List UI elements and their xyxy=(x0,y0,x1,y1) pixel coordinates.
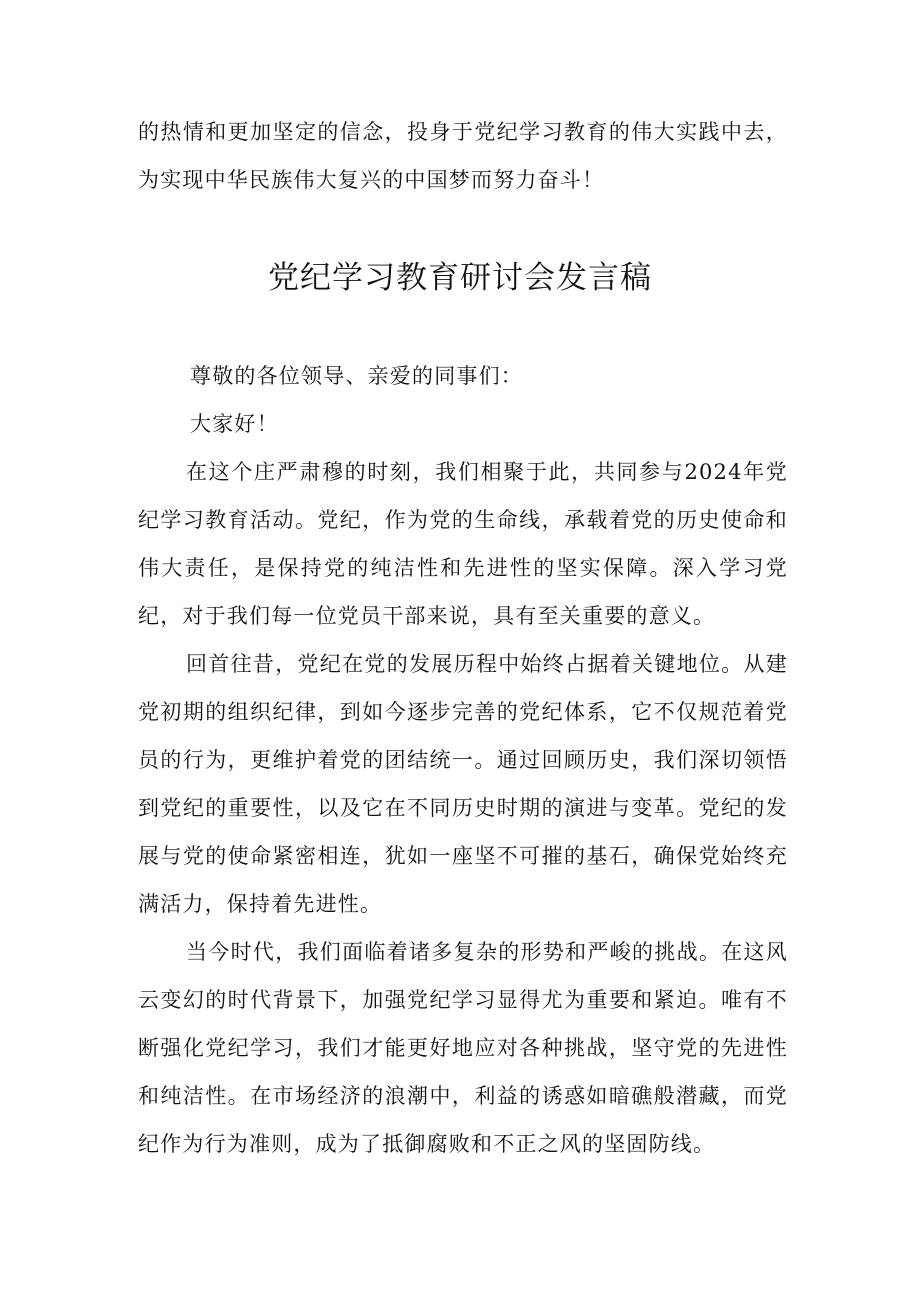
paragraph-opening: 在这个庄严肃穆的时刻，我们相聚于此，共同参与2024年党纪学习教育活动。党纪，作为党的生命线，承载着党的历史使命和伟大责任，是保持党的纯洁性和先进性的坚实保障。深入学习党纪，对于我们每一位党员干部来说，具有至关重要的意义。 xyxy=(138,460,788,628)
greeting: 大家好！ xyxy=(190,412,279,436)
paragraph-history: 回首往昔，党纪在党的发展历程中始终占据着关键地位。从建党初期的组织纪律，到如今逐步完善的党纪体系，它不仅规范着党员的行为，更维护着党的团结统一。通过回顾历史，我们深切领悟到党纪的重要性，以及它在不同历史时期的演进与变革。党纪的发展与党的使命紧密相连，犹如一座坚不可摧的基石，确保党始终充满活力，保持着先进性。 xyxy=(138,652,788,916)
salutation: 尊敬的各位领导、亲爱的同事们： xyxy=(190,364,523,388)
document-title: 党纪学习教育研讨会发言稿 xyxy=(268,260,652,296)
paragraph-current-era: 当今时代，我们面临着诸多复杂的形势和严峻的挑战。在这风云变幻的时代背景下，加强党纪学习显得尤为重要和紧迫。唯有不断强化党纪学习，我们才能更好地应对各种挑战，坚守党的先进性和纯洁性。在市场经济的浪潮中，利益的诱惑如暗礁般潜藏，而党纪作为行为准则，成为了抵御腐败和不正之风的坚固防线。 xyxy=(138,940,788,1156)
continuation-paragraph: 的热情和更加坚定的信念，投身于党纪学习教育的伟大实践中去，为实现中华民族伟大复兴的中国梦而努力奋斗！ xyxy=(138,120,788,192)
